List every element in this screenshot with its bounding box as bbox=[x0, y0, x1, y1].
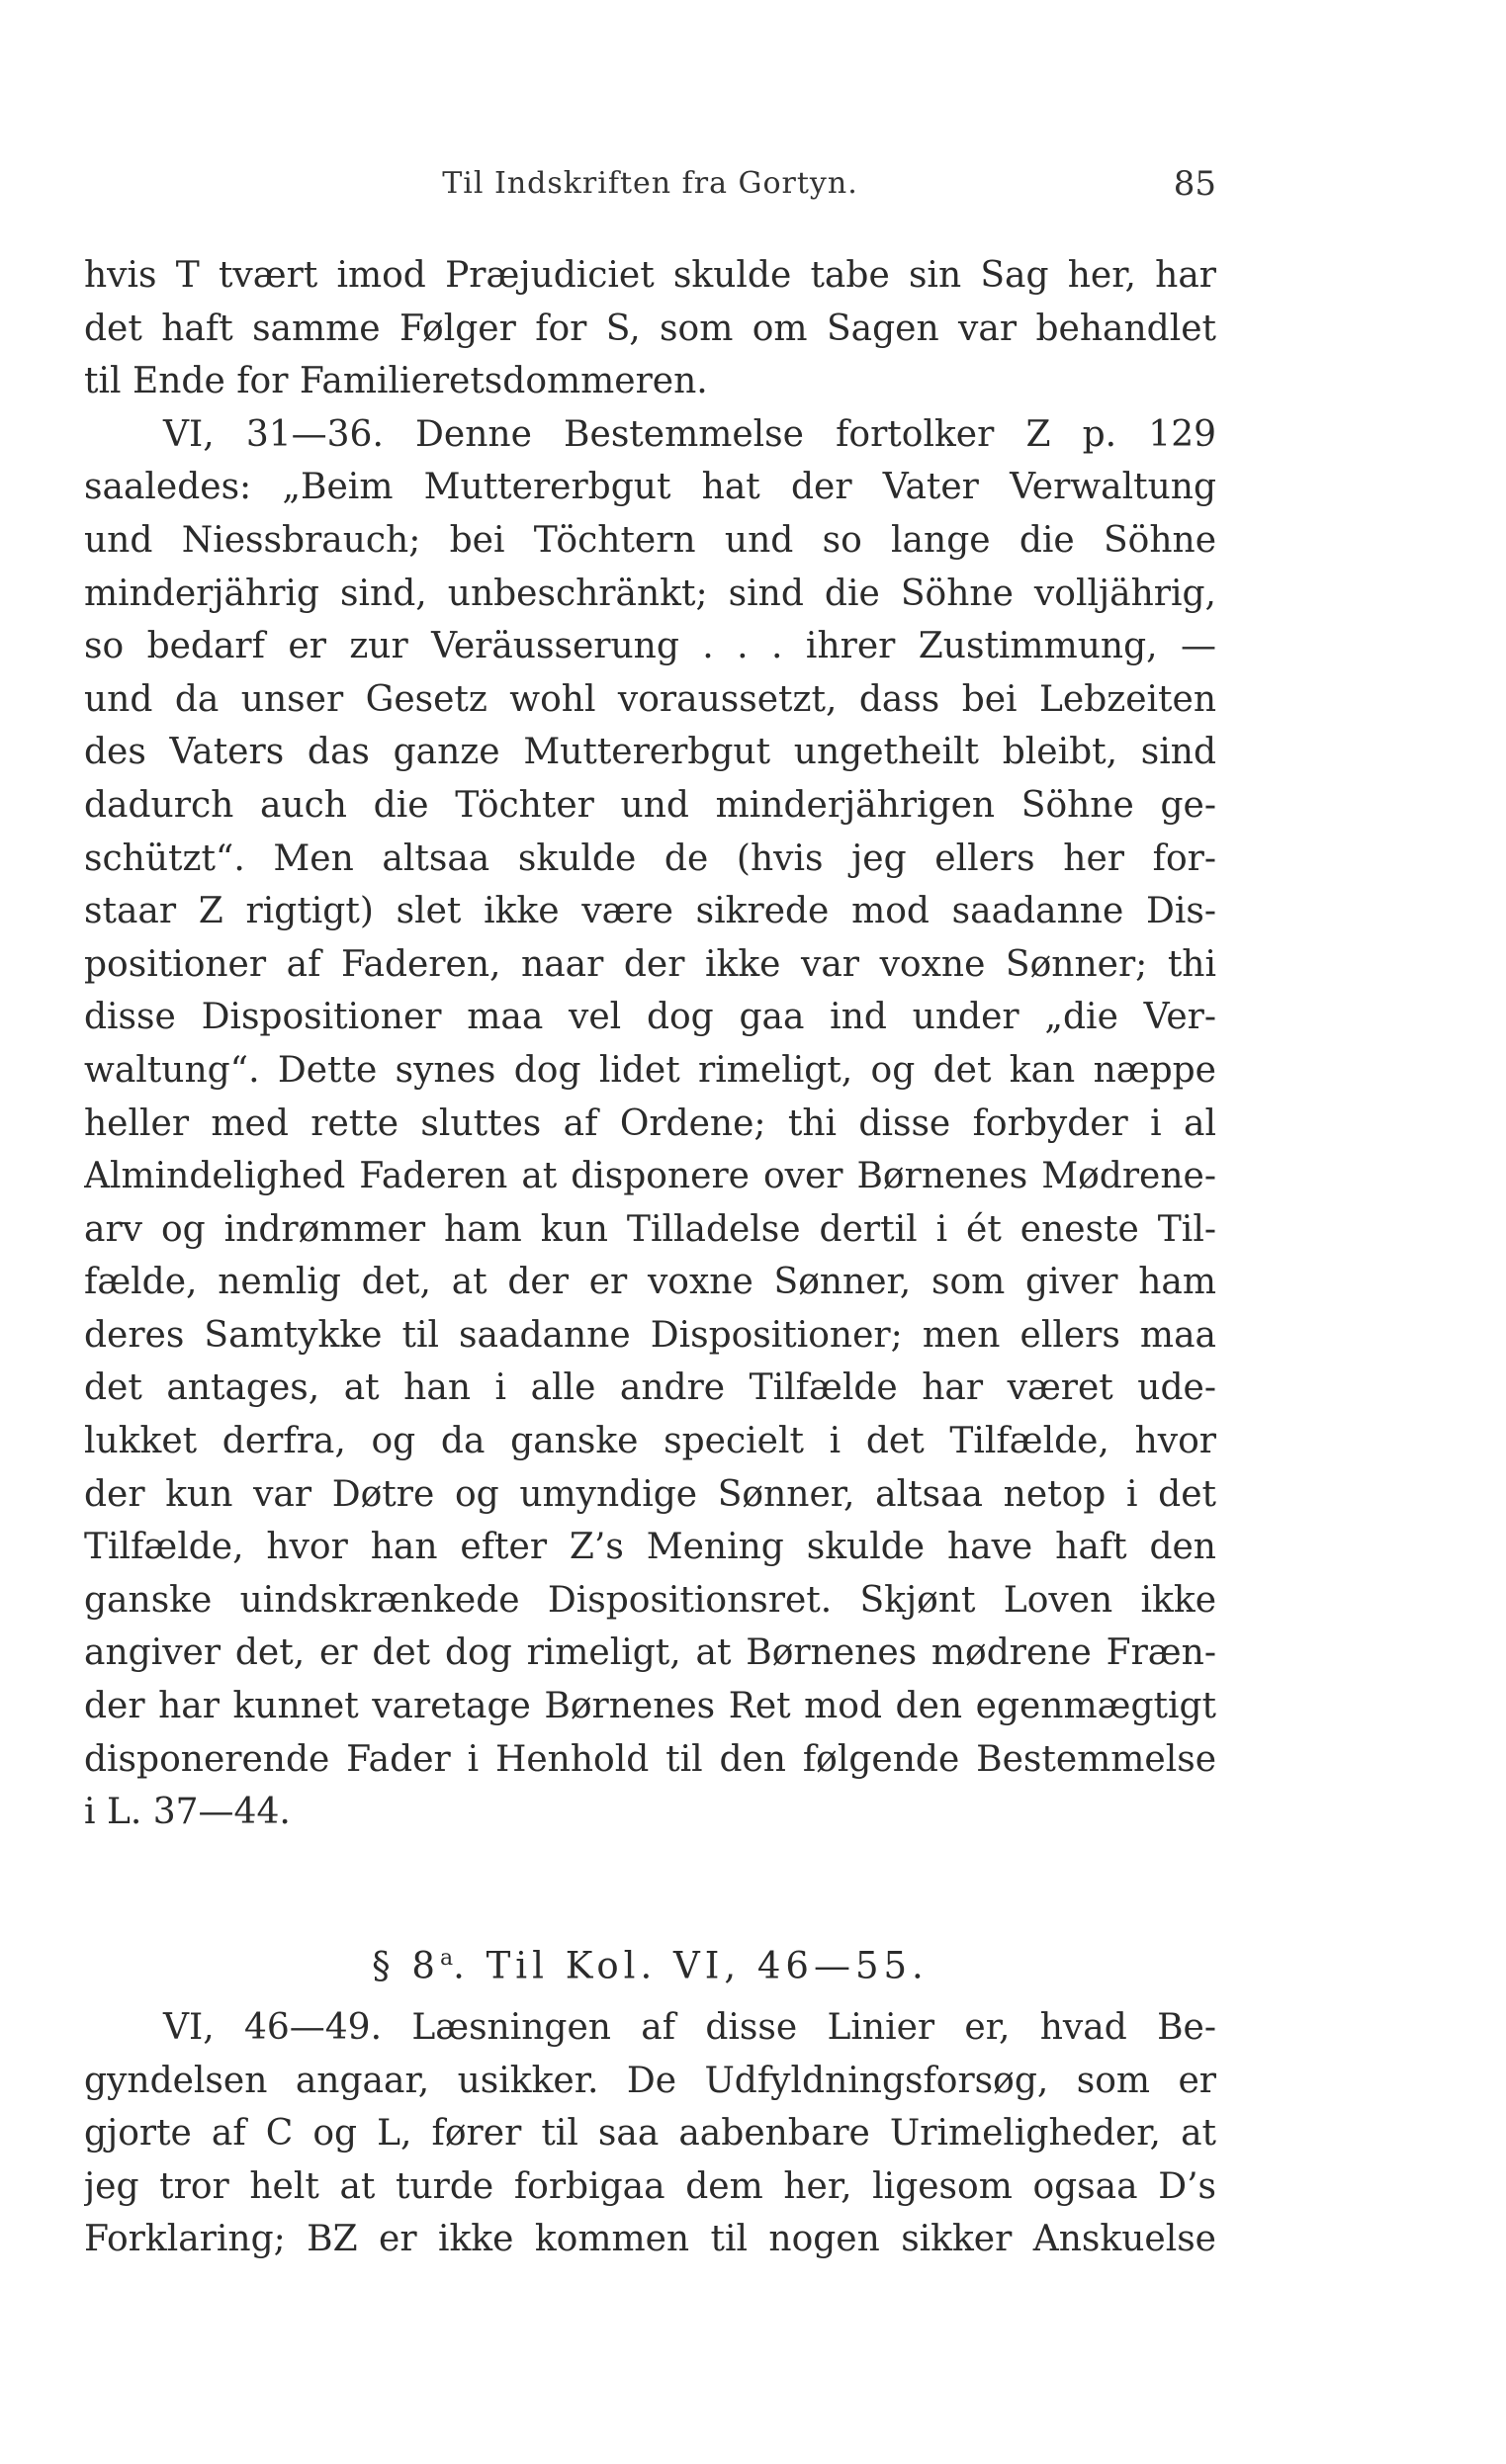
text-line: det haft samme Følger for S, som om Sagen var behandlet bbox=[84, 308, 1216, 349]
text-line: arv og indrømmer ham kun Tilladelse dertil i ét eneste Til- bbox=[84, 1208, 1216, 1250]
text-line: det antages, at han i alle andre Tilfælde har været ude- bbox=[84, 1367, 1216, 1409]
text-line: der har kunnet varetage Børnenes Ret mod den egenmægtigt bbox=[84, 1686, 1216, 1727]
text-line: des Vaters das ganze Muttererbgut ungetheilt bleibt, sind bbox=[84, 732, 1216, 773]
text-line: jeg tror helt at turde forbigaa dem her, ligesom ogsaa D’s bbox=[84, 2165, 1216, 2207]
text-line: Tilfælde, hvor han efter Z’s Mening skulde have haft den bbox=[84, 1527, 1216, 1568]
text-line: und da unser Gesetz wohl voraussetzt, dass bei Lebzeiten bbox=[84, 678, 1216, 720]
running-title: Til Indskriften fra Gortyn. bbox=[442, 166, 858, 201]
section-text bbox=[84, 2001, 1216, 2266]
page-number: 85 bbox=[1173, 164, 1216, 204]
text-line: hvis T tvært imod Præjudiciet skulde tabe sin Sag her, har bbox=[84, 255, 1216, 296]
text-line: i L. 37—44. bbox=[84, 1792, 291, 1833]
section-prefix: § 8 bbox=[372, 1944, 440, 1987]
text-line: ganske uindskrænkede Dispositionsret. Skjønt Loven ikke bbox=[84, 1579, 1216, 1621]
text-line: so bedarf er zur Veräusserung . . . ihrer Zustimmung, — bbox=[84, 626, 1216, 667]
text-line: minderjährig sind, unbeschränkt; sind die Söhne volljährig, bbox=[84, 572, 1216, 614]
text-line: lukket derfra, og da ganske specielt i det Tilfælde, hvor bbox=[84, 1421, 1216, 1462]
text-line: dadurch auch die Töchter und minderjährigen Söhne ge- bbox=[84, 784, 1216, 826]
text-line: gyndelsen angaar, usikker. De Udfyldningsforsøg, som er bbox=[84, 2060, 1216, 2101]
text-line: Almindelighed Faderen at disponere over Børnenes Mødrene- bbox=[84, 1156, 1216, 1197]
text-line: deres Samtykke til saadanne Dispositioner; men ellers maa bbox=[84, 1314, 1216, 1356]
text-line: und Niessbrauch; bei Töchtern und so lange die Söhne bbox=[84, 519, 1216, 561]
section-heading bbox=[84, 1933, 1216, 1991]
text-line: waltung“. Dette synes dog lidet rimeligt, og det kan næppe bbox=[84, 1049, 1216, 1091]
text-line: gjorte af C og L, fører til saa aabenbare Urimeligheder, at bbox=[84, 2113, 1216, 2155]
text-line: der kun var Døtre og umyndige Sønner, altsaa netop i det bbox=[84, 1473, 1216, 1515]
section-suffix: . Til Kol. VI, 46—55. bbox=[453, 1944, 929, 1987]
text-line: til Ende for Familieretsdommeren. bbox=[84, 361, 708, 402]
text-line: schützt“. Men altsaa skulde de (hvis jeg ellers her for- bbox=[84, 837, 1216, 879]
text-line: VI, 46—49. Læsningen af disse Linier er, hvad Be- bbox=[163, 2007, 1216, 2048]
text-line: VI, 31—36. Denne Bestemmelse fortolker Z p. 129 bbox=[163, 413, 1216, 455]
text-line: disponerende Fader i Henhold til den følgende Bestemmelse bbox=[84, 1738, 1216, 1780]
main-text bbox=[84, 249, 1216, 1839]
text-line: heller med rette sluttes af Ordene; thi disse forbyder i al bbox=[84, 1102, 1216, 1144]
text-line: saaledes: „Beim Muttererbgut hat der Vater Verwaltung bbox=[84, 467, 1216, 508]
text-line: angiver det, er det dog rimeligt, at Børnenes mødrene Fræn- bbox=[84, 1632, 1216, 1674]
text-line: Forklaring; BZ er ikke kommen til nogen sikker Anskuelse bbox=[84, 2219, 1216, 2260]
text-line: fælde, nemlig det, at der er voxne Sønner, som giver ham bbox=[84, 1262, 1216, 1303]
section-superscript: a bbox=[439, 1946, 454, 1971]
text-line: staar Z rigtigt) slet ikke være sikrede mod saadanne Dis- bbox=[84, 891, 1216, 932]
text-line: disse Dispositioner maa vel dog gaa ind under „die Ver- bbox=[84, 997, 1216, 1038]
running-head bbox=[84, 158, 1216, 210]
text-line: positioner af Faderen, naar der ikke var voxne Sønner; thi bbox=[84, 943, 1216, 985]
